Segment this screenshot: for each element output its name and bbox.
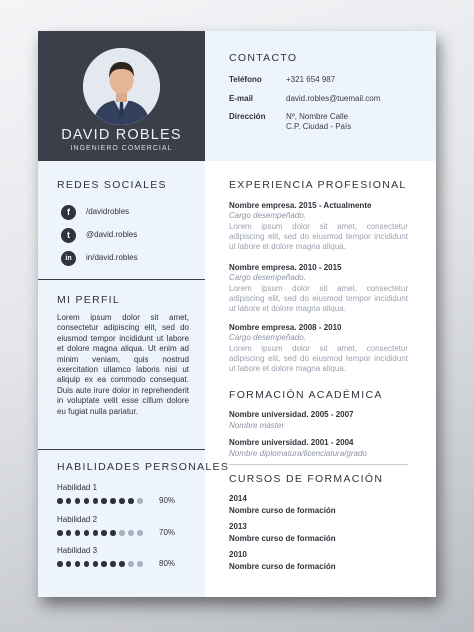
- education-degree: Nombre diplomatura/licenciatura/grado: [229, 449, 367, 458]
- skill-dots: [57, 530, 143, 536]
- skill-dot-filled: [93, 530, 99, 536]
- email-label: E-mail: [229, 94, 254, 103]
- education-heading: FORMACIÓN ACADÉMICA: [229, 389, 383, 401]
- skill-dot-filled: [84, 530, 90, 536]
- job-description: Lorem ipsum dolor sit amet, consectetur adipiscing elit, sed do eiusmod tempor incididunt ut labore et dolore magna aliqua.: [229, 284, 408, 313]
- profile-photo: [83, 48, 160, 125]
- skill-dot-filled: [75, 498, 81, 504]
- skill-dot-filled: [93, 561, 99, 567]
- skill-dot-filled: [66, 498, 72, 504]
- full-name: DAVID ROBLES: [61, 127, 182, 143]
- skill-dot-filled: [66, 530, 72, 536]
- skill-label: Habilidad 2: [57, 515, 98, 524]
- education-title: Nombre universidad. 2001 - 2004: [229, 438, 354, 447]
- skill-dot-filled: [57, 561, 63, 567]
- contact-heading: CONTACTO: [229, 52, 298, 64]
- skill-dot-empty: [137, 561, 143, 567]
- skill-percent: 80%: [159, 559, 176, 568]
- social-handle: /davidrobles: [86, 207, 130, 216]
- education-title: Nombre universidad. 2005 - 2007: [229, 410, 354, 419]
- contact-section: [205, 31, 436, 161]
- profile-text: Lorem ipsum dolor sit amet, consectetur adipiscing elit, sed do eiusmod tempor incididunt ut labore et dolore magna aliqua. Ut enim ad minim veniam, quis nostrud exercitation ullamco laboris nisi ut aliquip ex ea commodo consequat. Duis aute irure dolor in reprehenderit in voluptate velit esse cillum dolore eu fugiat nulla pariatur.: [57, 313, 189, 416]
- skill-dot-empty: [128, 530, 134, 536]
- address-line-1: Nº, Nombre Calle: [286, 112, 349, 121]
- skill-dot-filled: [84, 561, 90, 567]
- course-name: Nombre curso de formación: [229, 562, 336, 571]
- skill-dot-filled: [93, 498, 99, 504]
- skill-dot-filled: [101, 530, 107, 536]
- email-value: david.robles@tuemail.com: [286, 94, 381, 103]
- skill-dot-filled: [66, 561, 72, 567]
- job-position: Cargo desempeñado.: [229, 211, 306, 220]
- job-role: INGENIERO COMERCIAL: [70, 145, 173, 152]
- job-position: Cargo desempeñado.: [229, 333, 306, 342]
- phone-label: Teléfono: [229, 75, 262, 84]
- resume-sheet: [38, 31, 436, 597]
- twitter-icon: t: [61, 228, 76, 243]
- course-name: Nombre curso de formación: [229, 534, 336, 543]
- section-divider: [38, 279, 205, 280]
- skill-dot-filled: [75, 561, 81, 567]
- skill-dot-filled: [119, 561, 125, 567]
- skill-dot-filled: [110, 561, 116, 567]
- skill-dot-empty: [119, 530, 125, 536]
- skill-dot-filled: [75, 530, 81, 536]
- skill-dot-filled: [101, 498, 107, 504]
- skill-dot-empty: [137, 498, 143, 504]
- skill-dot-filled: [57, 498, 63, 504]
- job-title: Nombre empresa. 2010 - 2015: [229, 263, 342, 272]
- address-label: Dirección: [229, 112, 266, 121]
- skill-dot-filled: [84, 498, 90, 504]
- skills-heading: HABILIDADES PERSONALES: [57, 461, 230, 473]
- skill-dot-empty: [137, 530, 143, 536]
- job-description: Lorem ipsum dolor sit amet, consectetur adipiscing elit, sed do eiusmod tempor incididunt ut labore et dolore magna aliqua.: [229, 344, 408, 373]
- profile-heading: MI PERFIL: [57, 294, 121, 306]
- skill-dots: [57, 561, 143, 567]
- social-heading: REDES SOCIALES: [57, 179, 167, 191]
- skill-dot-filled: [110, 498, 116, 504]
- social-handle: @david.robles: [86, 230, 138, 239]
- skill-percent: 70%: [159, 528, 176, 537]
- job-title: Nombre empresa. 2015 - Actualmente: [229, 201, 372, 210]
- skill-dots: [57, 498, 143, 504]
- avatar: [83, 48, 160, 125]
- skill-dot-filled: [57, 530, 63, 536]
- course-year: 2013: [229, 522, 247, 531]
- skill-dot-filled: [110, 530, 116, 536]
- skill-dot-filled: [128, 498, 134, 504]
- section-divider: [229, 464, 408, 465]
- education-degree: Nombre máster: [229, 421, 285, 430]
- facebook-icon: f: [61, 205, 76, 220]
- phone-value: +321 654 987: [286, 75, 336, 84]
- experience-heading: EXPERIENCIA PROFESIONAL: [229, 179, 407, 191]
- linkedin-icon: in: [61, 251, 76, 266]
- course-year: 2010: [229, 550, 247, 559]
- job-description: Lorem ipsum dolor sit amet, consectetur adipiscing elit, sed do eiusmod tempor incididunt ut labore et dolore magna aliqua.: [229, 222, 408, 251]
- course-name: Nombre curso de formación: [229, 506, 336, 515]
- skill-dot-filled: [119, 498, 125, 504]
- profile-header: [38, 31, 205, 161]
- skill-percent: 90%: [159, 496, 176, 505]
- job-position: Cargo desempeñado.: [229, 273, 306, 282]
- social-handle: in/david.robles: [86, 253, 138, 262]
- skill-dot-empty: [128, 561, 134, 567]
- course-year: 2014: [229, 494, 247, 503]
- section-divider: [38, 449, 205, 450]
- skill-dot-filled: [101, 561, 107, 567]
- skill-label: Habilidad 1: [57, 483, 98, 492]
- address-line-2: C.P. Ciudad - País: [286, 122, 352, 131]
- job-title: Nombre empresa. 2008 - 2010: [229, 323, 342, 332]
- courses-heading: CURSOS DE FORMACIÓN: [229, 473, 384, 485]
- skill-label: Habilidad 3: [57, 546, 98, 555]
